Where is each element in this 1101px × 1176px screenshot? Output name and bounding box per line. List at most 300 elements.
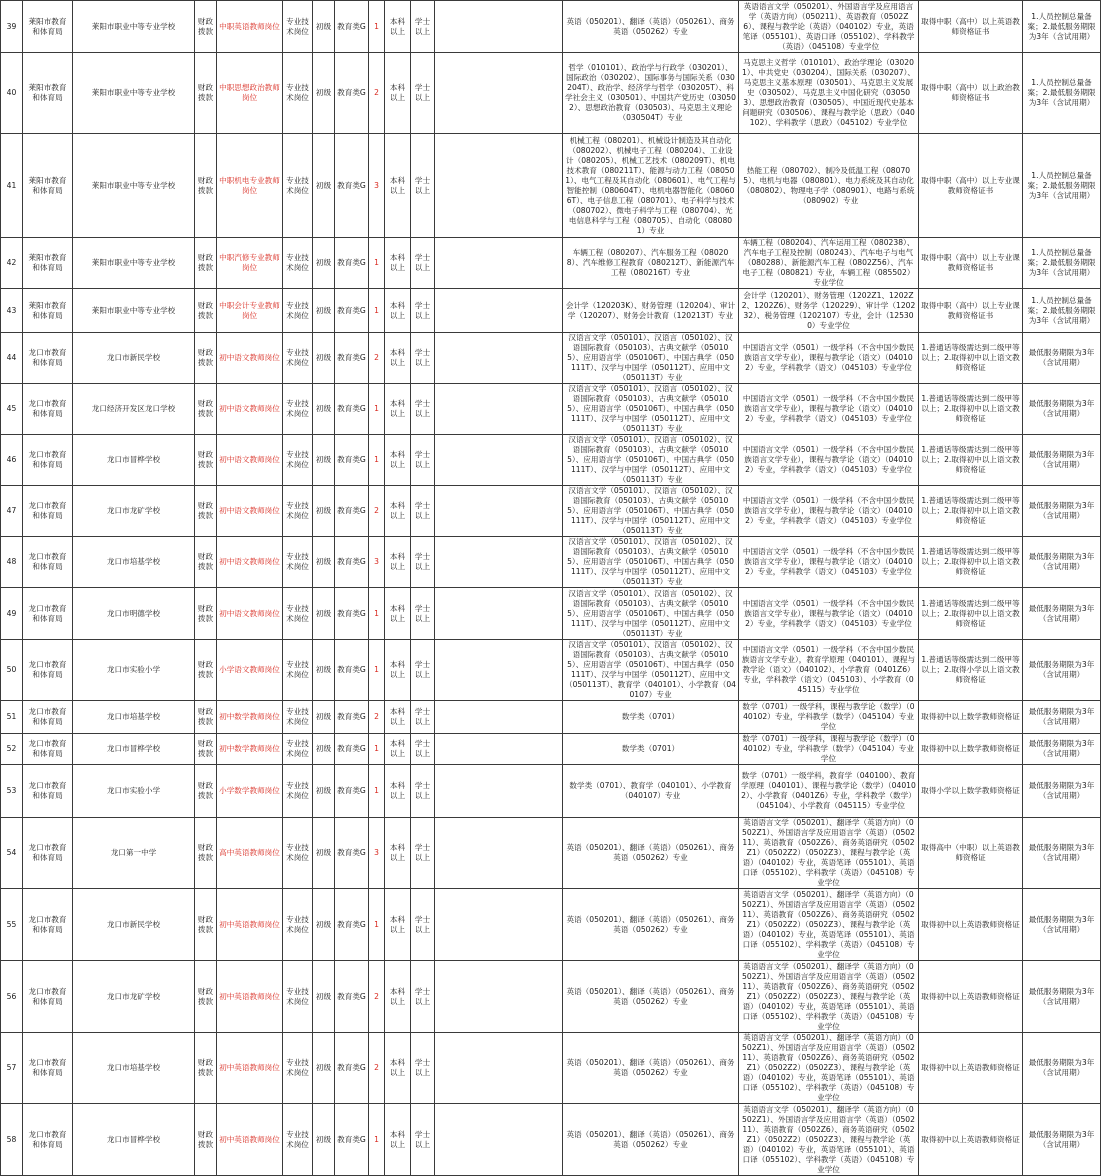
remarks-cell: 最低服务期限为3年（含试用期）	[1023, 640, 1101, 701]
post-name-cell: 高中英语教师岗位	[217, 818, 283, 889]
bachelor-majors-cell: 汉语言文学（050101）、汉语言（050102）、汉语国际教育（050103）、古典文献学（050105）、应用语言学（050106T）、中国古典学（050111T）、汉学与中国学（050112T）、应用中文（050113T）专业	[563, 435, 739, 486]
row-number-cell: 58	[1, 1104, 23, 1176]
funding-type-cell: 财政拨款	[195, 818, 217, 889]
other-requirements-cell: 取得高中（中职）以上英语教师资格证	[919, 818, 1023, 889]
post-name-cell: 初中英语教师岗位	[217, 889, 283, 961]
department-cell: 龙口市教育和体育局	[23, 734, 73, 765]
table-row	[1, 765, 1101, 818]
degree-requirement-cell: 学士以上	[411, 486, 435, 537]
bachelor-majors-cell: 数学类（0701）	[563, 701, 739, 734]
department-cell: 龙口市教育和体育局	[23, 486, 73, 537]
post-level-cell: 初级	[313, 588, 335, 640]
other-requirements-cell: 1.普通话等级需达到二级甲等以上；2.取得初中以上语文教师资格证	[919, 333, 1023, 384]
exam-category-cell: 教育类G	[335, 1, 369, 53]
remarks-cell: 最低服务期限为3年（含试用期）	[1023, 537, 1101, 588]
post-name-cell: 初中英语教师岗位	[217, 1033, 283, 1104]
post-name-cell: 初中英语教师岗位	[217, 1104, 283, 1176]
other-requirements-cell: 取得中职（高中）以上专业课教师资格证书	[919, 134, 1023, 238]
department-cell: 龙口市教育和体育局	[23, 384, 73, 435]
graduate-field-cell	[435, 734, 563, 765]
funding-type-cell: 财政拨款	[195, 1033, 217, 1104]
bachelor-majors-cell: 英语（050201）、翻译（英语）（050261）、商务英语（050262）专业	[563, 889, 739, 961]
education-requirement-cell: 本科以上	[385, 818, 411, 889]
bachelor-majors-cell: 汉语言文学（050101）、汉语言（050102）、汉语国际教育（050103）、古典文献学（050105）、应用语言学（050106T）、中国古典学（050111T）、汉学与中国学（050112T）、应用中文（050113T）专业	[563, 384, 739, 435]
school-name-cell: 龙口市冒桦学校	[73, 734, 195, 765]
hiring-count-cell: 1	[369, 640, 385, 701]
bachelor-majors-cell: 汉语言文学（050101）、汉语言（050102）、汉语国际教育（050103）、古典文献学（050105）、应用语言学（050106T）、中国古典学（050111T）、汉学与中国学（050112T）、应用中文（050113T）专业	[563, 486, 739, 537]
master-majors-cell: 中国语言文学（0501）一级学科（不含中国少数民族语言文学专业），课程与教学论（语文）（040102）专业，学科教学（语文）（045103）专业学位	[739, 588, 919, 640]
master-majors-cell: 数学（0701）一级学科，教育学（040100）、教育学原理（040101）、课程与教学论（数学）（040102）、小学教育（0401Z6）专业，学科教学（数学）（045104）、小学教育（045115）专业学位	[739, 765, 919, 818]
graduate-field-cell	[435, 889, 563, 961]
degree-requirement-cell: 学士以上	[411, 289, 435, 333]
remarks-cell: 最低服务期限为3年（含试用期）	[1023, 889, 1101, 961]
row-number-cell: 55	[1, 889, 23, 961]
graduate-field-cell	[435, 1104, 563, 1176]
school-name-cell: 龙口市龙矿学校	[73, 961, 195, 1033]
bachelor-majors-cell: 机械工程（080201）、机械设计制造及其自动化（080202）、机械电子工程（080204）、工业设计（080205）、机械工艺技术（080209T）、机电技术教育（080211T）、能源与动力工程（080501）、电气工程及其自动化（080601）、电气工程与智能控制（080604T）、电机电器智能化（080606T）、电子信息工程（080701）、电子科学与技术（080702）、微电子科学与工程（080704）、光电信息科学与工程（080705）、自动化（080801）专业	[563, 134, 739, 238]
school-name-cell: 龙口市冒桦学校	[73, 1104, 195, 1176]
row-number-cell: 47	[1, 486, 23, 537]
post-name-cell: 初中英语教师岗位	[217, 961, 283, 1033]
row-number-cell: 41	[1, 134, 23, 238]
row-number-cell: 44	[1, 333, 23, 384]
post-level-cell: 初级	[313, 889, 335, 961]
bachelor-majors-cell: 会计学（120203K）、财务管理（120204）、审计学（120207）、财务会计教育（120213T）专业	[563, 289, 739, 333]
post-name-cell: 小学数学教师岗位	[217, 765, 283, 818]
bachelor-majors-cell: 数学类（0701）	[563, 734, 739, 765]
school-name-cell: 龙口市实验小学	[73, 765, 195, 818]
school-name-cell: 龙口市新民学校	[73, 333, 195, 384]
post-name-cell: 中职英语教师岗位	[217, 1, 283, 53]
funding-type-cell: 财政拨款	[195, 1, 217, 53]
education-requirement-cell: 本科以上	[385, 486, 411, 537]
master-majors-cell: 中国语言文学（0501）一级学科（不含中国少数民族语言文学专业），教育学原理（040101）、课程与教学论（语文）（040102）、小学教育（0401Z6）专业，学科教学（语文）（045103）、小学教育（045115）专业学位	[739, 640, 919, 701]
hiring-count-cell: 2	[369, 961, 385, 1033]
post-name-cell: 中职会计专业教师岗位	[217, 289, 283, 333]
bachelor-majors-cell: 英语（050201）、翻译（英语）（050261）、商务英语（050262）专业	[563, 961, 739, 1033]
hiring-count-cell: 1	[369, 588, 385, 640]
department-cell: 龙口市教育和体育局	[23, 701, 73, 734]
bachelor-majors-cell: 汉语言文学（050101）、汉语言（050102）、汉语国际教育（050103）、古典文献学（050105）、应用语言学（050106T）、中国古典学（050111T）、汉学与中国学（050112T）、应用中文（050113T）专业	[563, 537, 739, 588]
row-number-cell: 54	[1, 818, 23, 889]
exam-category-cell: 教育类G	[335, 486, 369, 537]
education-requirement-cell: 本科以上	[385, 1104, 411, 1176]
funding-type-cell: 财政拨款	[195, 134, 217, 238]
row-number-cell: 56	[1, 961, 23, 1033]
exam-category-cell: 教育类G	[335, 537, 369, 588]
school-name-cell: 莱阳市职业中等专业学校	[73, 53, 195, 134]
department-cell: 龙口市教育和体育局	[23, 537, 73, 588]
education-requirement-cell: 本科以上	[385, 765, 411, 818]
hiring-count-cell: 2	[369, 1033, 385, 1104]
remarks-cell: 1.人员控制总量备案；2.最低服务期限为3年（含试用期）	[1023, 289, 1101, 333]
post-type-cell: 专业技术岗位	[283, 588, 313, 640]
other-requirements-cell: 取得初中以上英语教师资格证	[919, 1104, 1023, 1176]
master-majors-cell: 马克思主义哲学（010101）、政治学理论（030201）、中共党史（030204）、国际关系（030207）、马克思主义基本原理（030501）、马克思主义发展史（030502）、马克思主义中国化研究（030503）、思想政治教育（030505）、中国近现代史基本问题研究（030506）、课程与教学论（思政）（040102）、学科教学（思政）（045102）专业学位	[739, 53, 919, 134]
other-requirements-cell: 取得中职（高中）以上政治教师资格证书	[919, 53, 1023, 134]
funding-type-cell: 财政拨款	[195, 333, 217, 384]
post-level-cell: 初级	[313, 333, 335, 384]
row-number-cell: 48	[1, 537, 23, 588]
other-requirements-cell: 1.普通话等级需达到二级甲等以上；2.取得初中以上语文教师资格证	[919, 537, 1023, 588]
exam-category-cell: 教育类G	[335, 53, 369, 134]
post-type-cell: 专业技术岗位	[283, 818, 313, 889]
table-row	[1, 53, 1101, 134]
other-requirements-cell: 1.普通话等级需达到二级甲等以上；2.取得初中以上语文教师资格证	[919, 384, 1023, 435]
department-cell: 龙口市教育和体育局	[23, 333, 73, 384]
post-name-cell: 小学语文教师岗位	[217, 640, 283, 701]
remarks-cell: 1.人员控制总量备案；2.最低服务期限为3年（含试用期）	[1023, 53, 1101, 134]
hiring-count-cell: 2	[369, 333, 385, 384]
post-name-cell: 中职思想政治教师岗位	[217, 53, 283, 134]
post-level-cell: 初级	[313, 701, 335, 734]
exam-category-cell: 教育类G	[335, 289, 369, 333]
master-majors-cell: 车辆工程（080204）、汽车运用工程（080238）、汽车电子工程及控制（080243）、汽车电子与电气（080288）、新能源汽车工程（0802Z56）、汽车电子工程（080821）专业，车辆工程（085502）专业学位	[739, 238, 919, 289]
graduate-field-cell	[435, 640, 563, 701]
table-row	[1, 537, 1101, 588]
graduate-field-cell	[435, 134, 563, 238]
education-requirement-cell: 本科以上	[385, 384, 411, 435]
school-name-cell: 莱阳市职业中等专业学校	[73, 134, 195, 238]
education-requirement-cell: 本科以上	[385, 537, 411, 588]
other-requirements-cell: 1.普通话等级需达到二级甲等以上；2.取得小学以上语文教师资格证	[919, 640, 1023, 701]
post-type-cell: 专业技术岗位	[283, 384, 313, 435]
post-type-cell: 专业技术岗位	[283, 765, 313, 818]
bachelor-majors-cell: 汉语言文学（050101）、汉语言（050102）、汉语国际教育（050103）、古典文献学（050105）、应用语言学（050106T）、中国古典学（050111T）、汉学与中国学（050112T）、应用中文（050113T）专业	[563, 588, 739, 640]
graduate-field-cell	[435, 435, 563, 486]
bachelor-majors-cell: 英语（050201）、翻译（英语）（050261）、商务英语（050262）专业	[563, 1104, 739, 1176]
degree-requirement-cell: 学士以上	[411, 384, 435, 435]
degree-requirement-cell: 学士以上	[411, 53, 435, 134]
post-type-cell: 专业技术岗位	[283, 134, 313, 238]
master-majors-cell: 数学（0701）一级学科，课程与教学论（数学）（040102）专业，学科教学（数学）（045104）专业学位	[739, 701, 919, 734]
post-name-cell: 初中语文教师岗位	[217, 333, 283, 384]
row-number-cell: 40	[1, 53, 23, 134]
hiring-count-cell: 1	[369, 1, 385, 53]
table-row	[1, 1104, 1101, 1176]
hiring-count-cell: 3	[369, 134, 385, 238]
funding-type-cell: 财政拨款	[195, 961, 217, 1033]
hiring-count-cell: 3	[369, 818, 385, 889]
school-name-cell: 龙口市培基学校	[73, 537, 195, 588]
graduate-field-cell	[435, 333, 563, 384]
school-name-cell: 龙口经济开发区龙口学校	[73, 384, 195, 435]
master-majors-cell: 会计学（120201）、财务管理（1202Z1、1202Z2、1202Z6）、财务学（120229）、审计学（120232）、税务管理（1202107）专业，会计（125300）专业学位	[739, 289, 919, 333]
other-requirements-cell: 取得初中以上英语教师资格证	[919, 961, 1023, 1033]
exam-category-cell: 教育类G	[335, 640, 369, 701]
row-number-cell: 57	[1, 1033, 23, 1104]
other-requirements-cell: 取得小学以上数学教师资格证	[919, 765, 1023, 818]
department-cell: 龙口市教育和体育局	[23, 961, 73, 1033]
school-name-cell: 龙口市实验小学	[73, 640, 195, 701]
funding-type-cell: 财政拨款	[195, 384, 217, 435]
graduate-field-cell	[435, 1, 563, 53]
education-requirement-cell: 本科以上	[385, 134, 411, 238]
other-requirements-cell: 取得中职（高中）以上英语教师资格证书	[919, 1, 1023, 53]
remarks-cell: 最低服务期限为3年（含试用期）	[1023, 701, 1101, 734]
department-cell: 龙口市教育和体育局	[23, 640, 73, 701]
row-number-cell: 46	[1, 435, 23, 486]
bachelor-majors-cell: 汉语言文学（050101）、汉语言（050102）、汉语国际教育（050103）、古典文献学（050105）、应用语言学（050106T）、中国古典学（050111T）、汉学与中国学（050112T）、应用中文（050113T）、教育学（040101）、小学教育（040107）专业	[563, 640, 739, 701]
master-majors-cell: 热能工程（080702）、制冷及低温工程（080705）、电机与电器（080801）、电力系统及其自动化（080802）、物理电子学（080901）、电路与系统（080902）专业	[739, 134, 919, 238]
bachelor-majors-cell: 车辆工程（080207）、汽车服务工程（080208）、汽车维修工程教育（080212T）、新能源汽车工程（080216T）专业	[563, 238, 739, 289]
remarks-cell: 最低服务期限为3年（含试用期）	[1023, 734, 1101, 765]
master-majors-cell: 英语语言文学（050201）、翻译学（英语方向）（0502Z1）、外国语言学及应用语言学（英语）（050211）、英语教育（0502Z6）、商务英语研究（0502Z1）（0502Z2）（0502Z3）、课程与教学论（英语）（040102）专业，英语笔译（055101）、英语口译（055102）、学科教学（英语）（045108）专业学位	[739, 961, 919, 1033]
table-row	[1, 961, 1101, 1033]
post-level-cell: 初级	[313, 734, 335, 765]
post-name-cell: 初中语文教师岗位	[217, 588, 283, 640]
funding-type-cell: 财政拨款	[195, 765, 217, 818]
bachelor-majors-cell: 英语（050201）、翻译（英语）（050261）、商务英语（050262）专业	[563, 818, 739, 889]
exam-category-cell: 教育类G	[335, 238, 369, 289]
table-row	[1, 333, 1101, 384]
education-requirement-cell: 本科以上	[385, 640, 411, 701]
table-row	[1, 1, 1101, 53]
funding-type-cell: 财政拨款	[195, 701, 217, 734]
master-majors-cell: 英语语言文学（050201）、翻译学（英语方向）（0502Z1）、外国语言学及应用语言学（英语）（050211）、英语教育（0502Z6）、商务英语研究（0502Z1）（0502Z2）（0502Z3）、课程与教学论（英语）（040102）专业，英语笔译（055101）、英语口译（055102）、学科教学（英语）（045108）专业学位	[739, 1033, 919, 1104]
post-level-cell: 初级	[313, 1104, 335, 1176]
bachelor-majors-cell: 英语（050201）、翻译（英语）（050261）、商务英语（050262）专业	[563, 1, 739, 53]
post-level-cell: 初级	[313, 818, 335, 889]
post-level-cell: 初级	[313, 1, 335, 53]
table-row	[1, 701, 1101, 734]
degree-requirement-cell: 学士以上	[411, 818, 435, 889]
school-name-cell: 龙口市明德学校	[73, 588, 195, 640]
department-cell: 龙口市教育和体育局	[23, 889, 73, 961]
table-row	[1, 486, 1101, 537]
table-row	[1, 289, 1101, 333]
department-cell: 龙口市教育和体育局	[23, 818, 73, 889]
master-majors-cell: 英语语言文学（050201）、外国语言学及应用语言学（英语方向）（050211）、英语教育（0502Z6）、课程与教学论（英语）（040102）专业，英语笔译（055101）、英语口译（055102）、学科教学（英语）（045108）专业学位	[739, 1, 919, 53]
degree-requirement-cell: 学士以上	[411, 961, 435, 1033]
remarks-cell: 最低服务期限为3年（含试用期）	[1023, 1104, 1101, 1176]
other-requirements-cell: 取得中职（高中）以上专业课教师资格证书	[919, 289, 1023, 333]
graduate-field-cell	[435, 765, 563, 818]
education-requirement-cell: 本科以上	[385, 588, 411, 640]
post-level-cell: 初级	[313, 486, 335, 537]
remarks-cell: 1.人员控制总量备案；2.最低服务期限为3年（含试用期）	[1023, 238, 1101, 289]
funding-type-cell: 财政拨款	[195, 640, 217, 701]
table-row	[1, 435, 1101, 486]
master-majors-cell: 数学（0701）一级学科，课程与教学论（数学）（040102）专业，学科教学（数学）（045104）专业学位	[739, 734, 919, 765]
exam-category-cell: 教育类G	[335, 1033, 369, 1104]
degree-requirement-cell: 学士以上	[411, 588, 435, 640]
row-number-cell: 42	[1, 238, 23, 289]
bachelor-majors-cell: 英语（050201）、翻译（英语）（050261）、商务英语（050262）专业	[563, 1033, 739, 1104]
other-requirements-cell: 1.普通话等级需达到二级甲等以上；2.取得初中以上语文教师资格证	[919, 435, 1023, 486]
post-level-cell: 初级	[313, 134, 335, 238]
degree-requirement-cell: 学士以上	[411, 1033, 435, 1104]
remarks-cell: 最低服务期限为3年（含试用期）	[1023, 333, 1101, 384]
graduate-field-cell	[435, 1033, 563, 1104]
other-requirements-cell: 取得中职（高中）以上专业课教师资格证书	[919, 238, 1023, 289]
row-number-cell: 51	[1, 701, 23, 734]
remarks-cell: 最低服务期限为3年（含试用期）	[1023, 588, 1101, 640]
master-majors-cell: 中国语言文学（0501）一级学科（不含中国少数民族语言文学专业），课程与教学论（语文）（040102）专业，学科教学（语文）（045103）专业学位	[739, 333, 919, 384]
exam-category-cell: 教育类G	[335, 765, 369, 818]
funding-type-cell: 财政拨款	[195, 734, 217, 765]
education-requirement-cell: 本科以上	[385, 889, 411, 961]
table-row	[1, 134, 1101, 238]
exam-category-cell: 教育类G	[335, 734, 369, 765]
post-level-cell: 初级	[313, 435, 335, 486]
post-type-cell: 专业技术岗位	[283, 537, 313, 588]
funding-type-cell: 财政拨款	[195, 588, 217, 640]
graduate-field-cell	[435, 384, 563, 435]
exam-category-cell: 教育类G	[335, 384, 369, 435]
department-cell: 莱阳市教育和体育局	[23, 238, 73, 289]
post-level-cell: 初级	[313, 384, 335, 435]
degree-requirement-cell: 学士以上	[411, 701, 435, 734]
funding-type-cell: 财政拨款	[195, 435, 217, 486]
education-requirement-cell: 本科以上	[385, 701, 411, 734]
table-row	[1, 734, 1101, 765]
row-number-cell: 45	[1, 384, 23, 435]
post-level-cell: 初级	[313, 765, 335, 818]
row-number-cell: 50	[1, 640, 23, 701]
post-name-cell: 初中数学教师岗位	[217, 701, 283, 734]
school-name-cell: 龙口市冒桦学校	[73, 435, 195, 486]
post-type-cell: 专业技术岗位	[283, 486, 313, 537]
school-name-cell: 龙口市新民学校	[73, 889, 195, 961]
post-level-cell: 初级	[313, 53, 335, 134]
hiring-count-cell: 1	[369, 289, 385, 333]
hiring-count-cell: 1	[369, 238, 385, 289]
table-row	[1, 1033, 1101, 1104]
post-type-cell: 专业技术岗位	[283, 1, 313, 53]
post-type-cell: 专业技术岗位	[283, 1104, 313, 1176]
school-name-cell: 莱阳市职业中等专业学校	[73, 1, 195, 53]
school-name-cell: 龙口市培基学校	[73, 701, 195, 734]
table-row	[1, 384, 1101, 435]
post-name-cell: 初中语文教师岗位	[217, 486, 283, 537]
remarks-cell: 最低服务期限为3年（含试用期）	[1023, 765, 1101, 818]
education-requirement-cell: 本科以上	[385, 734, 411, 765]
graduate-field-cell	[435, 289, 563, 333]
master-majors-cell: 英语语言文学（050201）、翻译学（英语方向）（0502Z1）、外国语言学及应用语言学（英语）（050211）、英语教育（0502Z6）、商务英语研究（0502Z1）（0502Z2）（0502Z3）、课程与教学论（英语）（040102）专业，英语笔译（055101）、英语口译（055102）、学科教学（英语）（045108）专业学位	[739, 818, 919, 889]
bachelor-majors-cell: 汉语言文学（050101）、汉语言（050102）、汉语国际教育（050103）、古典文献学（050105）、应用语言学（050106T）、中国古典学（050111T）、汉学与中国学（050112T）、应用中文（050113T）专业	[563, 333, 739, 384]
degree-requirement-cell: 学士以上	[411, 333, 435, 384]
graduate-field-cell	[435, 486, 563, 537]
remarks-cell: 最低服务期限为3年（含试用期）	[1023, 435, 1101, 486]
post-level-cell: 初级	[313, 537, 335, 588]
education-requirement-cell: 本科以上	[385, 53, 411, 134]
bachelor-majors-cell: 哲学（010101）、政治学与行政学（030201）、国际政治（030202）、国际事务与国际关系（030204T）、政治学、经济学与哲学（030205T）、科学社会主义（030501）、中国共产党历史（030502）、思想政治教育（030503）、马克思主义理论（030504T）专业	[563, 53, 739, 134]
post-name-cell: 初中语文教师岗位	[217, 384, 283, 435]
remarks-cell: 最低服务期限为3年（含试用期）	[1023, 384, 1101, 435]
post-level-cell: 初级	[313, 238, 335, 289]
department-cell: 莱阳市教育和体育局	[23, 289, 73, 333]
post-name-cell: 初中语文教师岗位	[217, 537, 283, 588]
education-requirement-cell: 本科以上	[385, 238, 411, 289]
education-requirement-cell: 本科以上	[385, 435, 411, 486]
bachelor-majors-cell: 数学类（0701）、教育学（040101）、小学教育（040107）专业	[563, 765, 739, 818]
other-requirements-cell: 1.普通话等级需达到二级甲等以上；2.取得初中以上语文教师资格证	[919, 486, 1023, 537]
table-row	[1, 238, 1101, 289]
department-cell: 莱阳市教育和体育局	[23, 1, 73, 53]
post-type-cell: 专业技术岗位	[283, 53, 313, 134]
graduate-field-cell	[435, 53, 563, 134]
hiring-count-cell: 1	[369, 889, 385, 961]
department-cell: 龙口市教育和体育局	[23, 765, 73, 818]
remarks-cell: 最低服务期限为3年（含试用期）	[1023, 1033, 1101, 1104]
degree-requirement-cell: 学士以上	[411, 734, 435, 765]
remarks-cell: 1.人员控制总量备案；2.最低服务期限为3年（含试用期）	[1023, 1, 1101, 53]
degree-requirement-cell: 学士以上	[411, 435, 435, 486]
exam-category-cell: 教育类G	[335, 333, 369, 384]
hiring-count-cell: 3	[369, 537, 385, 588]
graduate-field-cell	[435, 961, 563, 1033]
hiring-count-cell: 1	[369, 384, 385, 435]
post-level-cell: 初级	[313, 640, 335, 701]
hiring-count-cell: 1	[369, 734, 385, 765]
row-number-cell: 53	[1, 765, 23, 818]
remarks-cell: 最低服务期限为3年（含试用期）	[1023, 818, 1101, 889]
row-number-cell: 39	[1, 1, 23, 53]
post-name-cell: 中职汽修专业教师岗位	[217, 238, 283, 289]
other-requirements-cell: 1.普通话等级需达到二级甲等以上；2.取得初中以上语文教师资格证	[919, 588, 1023, 640]
graduate-field-cell	[435, 818, 563, 889]
other-requirements-cell: 取得初中以上数学教师资格证	[919, 734, 1023, 765]
post-level-cell: 初级	[313, 289, 335, 333]
row-number-cell: 49	[1, 588, 23, 640]
remarks-cell: 最低服务期限为3年（含试用期）	[1023, 961, 1101, 1033]
school-name-cell: 莱阳市职业中等专业学校	[73, 289, 195, 333]
post-level-cell: 初级	[313, 1033, 335, 1104]
post-type-cell: 专业技术岗位	[283, 333, 313, 384]
degree-requirement-cell: 学士以上	[411, 1, 435, 53]
exam-category-cell: 教育类G	[335, 134, 369, 238]
education-requirement-cell: 本科以上	[385, 1033, 411, 1104]
master-majors-cell: 中国语言文学（0501）一级学科（不含中国少数民族语言文学专业），课程与教学论（语文）（040102）专业，学科教学（语文）（045103）专业学位	[739, 486, 919, 537]
funding-type-cell: 财政拨款	[195, 238, 217, 289]
hiring-count-cell: 2	[369, 486, 385, 537]
master-majors-cell: 中国语言文学（0501）一级学科（不含中国少数民族语言文学专业），课程与教学论（语文）（040102）专业，学科教学（语文）（045103）专业学位	[739, 537, 919, 588]
department-cell: 龙口市教育和体育局	[23, 1033, 73, 1104]
master-majors-cell: 中国语言文学（0501）一级学科（不含中国少数民族语言文学专业），课程与教学论（语文）（040102）专业，学科教学（语文）（045103）专业学位	[739, 384, 919, 435]
table-row	[1, 889, 1101, 961]
funding-type-cell: 财政拨款	[195, 289, 217, 333]
hiring-count-cell: 1	[369, 435, 385, 486]
hiring-count-cell: 2	[369, 701, 385, 734]
graduate-field-cell	[435, 588, 563, 640]
school-name-cell: 莱阳市职业中等专业学校	[73, 238, 195, 289]
post-type-cell: 专业技术岗位	[283, 961, 313, 1033]
exam-category-cell: 教育类G	[335, 889, 369, 961]
hiring-count-cell: 2	[369, 53, 385, 134]
remarks-cell: 1.人员控制总量备案；2.最低服务期限为3年（含试用期）	[1023, 134, 1101, 238]
other-requirements-cell: 取得初中以上英语教师资格证	[919, 889, 1023, 961]
department-cell: 龙口市教育和体育局	[23, 1104, 73, 1176]
exam-category-cell: 教育类G	[335, 588, 369, 640]
post-type-cell: 专业技术岗位	[283, 701, 313, 734]
funding-type-cell: 财政拨款	[195, 889, 217, 961]
education-requirement-cell: 本科以上	[385, 289, 411, 333]
department-cell: 龙口市教育和体育局	[23, 435, 73, 486]
school-name-cell: 龙口市培基学校	[73, 1033, 195, 1104]
post-type-cell: 专业技术岗位	[283, 289, 313, 333]
hiring-count-cell: 1	[369, 1104, 385, 1176]
degree-requirement-cell: 学士以上	[411, 1104, 435, 1176]
education-requirement-cell: 本科以上	[385, 1, 411, 53]
exam-category-cell: 教育类G	[335, 961, 369, 1033]
funding-type-cell: 财政拨款	[195, 1104, 217, 1176]
exam-category-cell: 教育类G	[335, 701, 369, 734]
hiring-count-cell: 1	[369, 765, 385, 818]
other-requirements-cell: 取得初中以上数学教师资格证	[919, 701, 1023, 734]
education-requirement-cell: 本科以上	[385, 333, 411, 384]
graduate-field-cell	[435, 537, 563, 588]
